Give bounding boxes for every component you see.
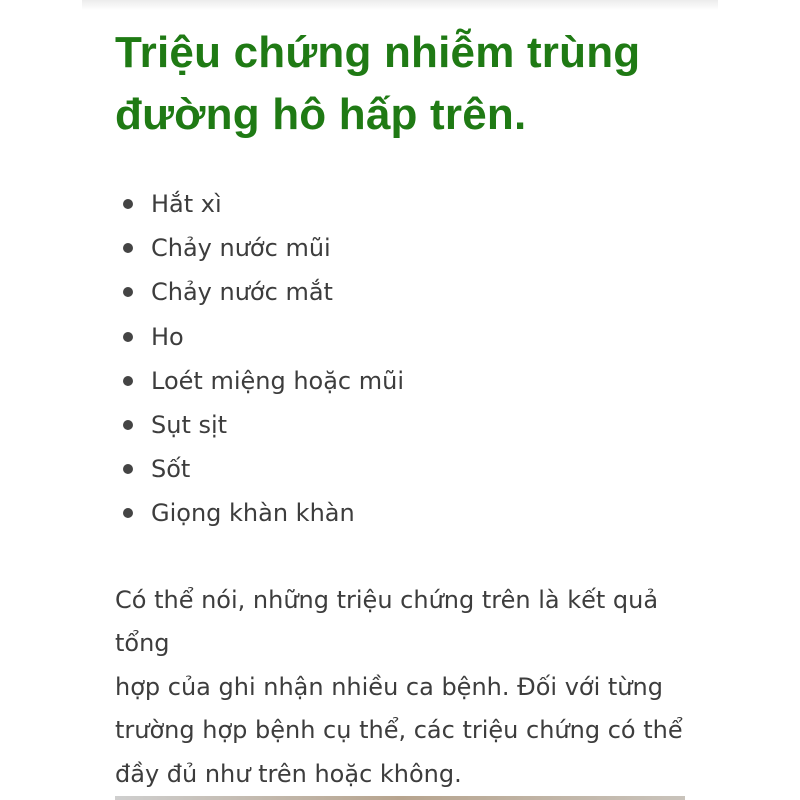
- paragraph-line-3: trường hợp bệnh cụ thể, các triệu chứng có thể: [115, 716, 683, 744]
- section-heading: [115, 22, 715, 146]
- list-item: [115, 491, 715, 535]
- paragraph-line-1: Có thể nói, những triệu chứng trên là kết quả tổng: [115, 585, 659, 657]
- symptom-text: Ho: [151, 322, 184, 351]
- bullet-icon: [123, 508, 133, 518]
- heading-line-1: Triệu chứng nhiễm trùng: [115, 28, 641, 77]
- symptom-text: Sốt: [151, 455, 191, 484]
- list-item: [115, 182, 715, 226]
- symptom-text: Giọng khàn khàn: [151, 499, 355, 528]
- bullet-icon: [123, 199, 133, 209]
- list-item: [115, 270, 715, 314]
- heading-line-2: đường hô hấp trên.: [115, 90, 527, 139]
- bullet-icon: [123, 376, 133, 386]
- bullet-icon: [123, 332, 133, 342]
- article-content: [115, 22, 715, 796]
- paragraph-line-4: đầy đủ như trên hoặc không.: [115, 759, 462, 788]
- list-item: [115, 447, 715, 491]
- list-item: [115, 403, 715, 447]
- list-item: [115, 226, 715, 270]
- bullet-icon: [123, 287, 133, 297]
- image-edge: [115, 796, 685, 800]
- bullet-icon: [123, 243, 133, 253]
- symptom-text: Hắt xì: [151, 190, 222, 218]
- bullet-icon: [123, 420, 133, 430]
- symptom-text: Chảy nước mũi: [151, 234, 331, 263]
- symptom-text: Chảy nước mắt: [151, 278, 333, 307]
- summary-paragraph: [115, 579, 705, 797]
- symptom-text: Loét miệng hoặc mũi: [151, 366, 405, 395]
- list-item: [115, 315, 715, 359]
- list-item: [115, 359, 715, 403]
- paragraph-line-2: hợp của ghi nhận nhiều ca bệnh. Đối với từng: [115, 672, 663, 701]
- symptom-list: [115, 182, 715, 536]
- symptom-text: Sụt sịt: [151, 410, 228, 439]
- top-shadow-divider: [82, 0, 718, 10]
- bullet-icon: [123, 464, 133, 474]
